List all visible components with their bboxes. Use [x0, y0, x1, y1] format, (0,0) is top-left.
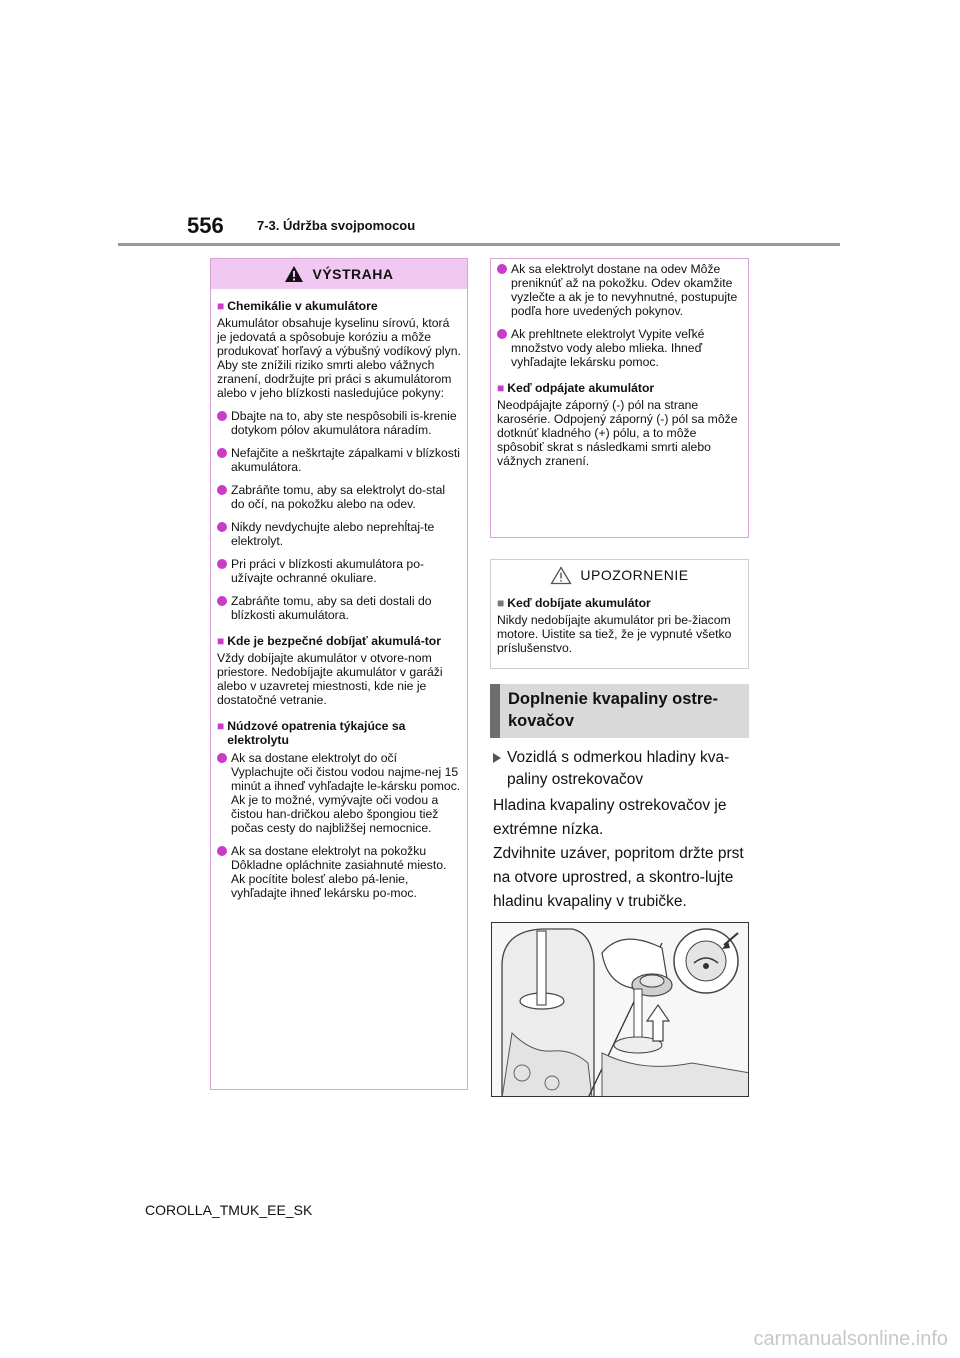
washer-heading: Doplnenie kvapaliny ostre-kovačov — [490, 684, 749, 738]
arrow-bullet-icon — [493, 753, 501, 763]
list-item: Ak prehltnete elektrolyt Vypite veľké množstvo vody alebo mlieka. Ihneď vyhľadajte lekársku pomoc. — [497, 327, 742, 369]
washer-paragraph-2: Zdvihnite uzáver, popritom držte prst na otvore uprostred, a skontro-lujte hladinu kvapaliny v trubičke. — [493, 845, 744, 910]
list-item: Nefajčite a neškrtajte zápalkami v blízkosti akumulátora. — [217, 446, 461, 474]
list-item: Nikdy nevdychujte alebo neprehĺtaj-te elektrolyt. — [217, 520, 461, 548]
chem-heading: ■ Chemikálie v akumulátore — [217, 299, 378, 313]
watermark: carmanualsonline.info — [753, 1328, 948, 1350]
list-item: Dbajte na to, aby ste nespôsobili is-krenie dotykom pólov akumulátora náradím. — [217, 409, 461, 437]
document-code: COROLLA_TMUK_EE_SK — [145, 1202, 313, 1218]
notice-header — [491, 560, 748, 590]
disconnect-text: Neodpájajte záporný (-) pól na strane karosérie. Odpojený záporný (-) pól sa môže dotknúť kladného (+) pólu, a to môže spôsobiť skrat s následkami smrti alebo vážnych zranení. — [497, 398, 738, 468]
charge-heading: ■ Kde je bezpečné dobíjať akumulá-tor — [217, 634, 441, 648]
washer-paragraph-1: Hladina kvapaliny ostrekovačov je extrémne nízka. — [493, 797, 727, 838]
list-item: Ak sa dostane elektrolyt do očí Vyplachujte oči čistou vodou najme-nej 15 minút a ihneď vyhľadajte le-kársku pomoc. Ak je to možné, vymývajte oči vodou a čistou han-dričkou alebo špongiou tiež počas cesty do najbližšej nemocnice. — [217, 751, 461, 835]
charge-text: Vždy dobíjajte akumulátor v otvore-nom priestore. Nedobíjajte akumulátor v garáži alebo v uzavretej miestnosti, kde nie je dostatočné vetranie. — [217, 651, 443, 707]
washer-vehicle-note: Vozidlá s odmerkou hladiny kva-paliny ostrekovačov — [493, 747, 749, 791]
notice-box — [490, 559, 749, 669]
bullet-dot-icon — [217, 753, 227, 763]
list-item: Ak sa dostane elektrolyt na pokožku Dôkladne opláchnite zasiahnuté miesto. Ak pocítite bolesť alebo pá-lenie, vyhľadajte ihneď lekársku po-moc. — [217, 844, 461, 900]
bullet-dot-icon — [497, 329, 507, 339]
warning-box — [210, 258, 468, 1090]
square-bullet-icon: ■ — [217, 634, 225, 648]
caution-triangle-icon — [550, 566, 572, 585]
chem-text: Akumulátor obsahuje kyselinu sírovú, ktorá je jedovatá a spôsobuje koróziu a môže produkovať horľavý a výbušný vodíkový plyn. Aby ste znížili riziko smrti alebo vážnych zranení, dodržujte pri práci s akumulátorom alebo v jeho blízkosti nasledujúce pokyny: — [217, 316, 461, 400]
page-number: 556 — [187, 213, 224, 238]
list-item: Zabráňte tomu, aby sa elektrolyt do-stal do očí, na pokožku alebo na odev. — [217, 483, 461, 511]
bullet-dot-icon — [497, 264, 507, 274]
bullet-dot-icon — [217, 485, 227, 495]
square-bullet-icon: ■ — [497, 596, 505, 610]
bullet-dot-icon — [217, 411, 227, 421]
emergency-heading: ■ Núdzové opatrenia týkajúce sa elektrolytu — [217, 719, 406, 747]
disconnect-heading: ■ Keď odpájate akumulátor — [497, 381, 655, 395]
warning-triangle-icon — [284, 265, 304, 283]
square-bullet-icon: ■ — [217, 299, 225, 313]
washer-fluid-illustration — [491, 922, 749, 1097]
square-bullet-icon: ■ — [497, 381, 505, 395]
notice-title: UPOZORNENIE — [580, 567, 689, 583]
bullet-dot-icon — [217, 596, 227, 606]
list-item: Zabráňte tomu, aby sa deti dostali do blízkosti akumulátora. — [217, 594, 461, 622]
square-bullet-icon: ■ — [217, 719, 225, 733]
bullet-dot-icon — [217, 448, 227, 458]
notice-heading: ■ Keď dobíjate akumulátor — [497, 596, 651, 610]
section-title: 7-3. Údržba svojpomocou — [257, 218, 416, 233]
bullet-dot-icon — [217, 846, 227, 856]
header-rule — [118, 243, 840, 246]
warning-header — [211, 259, 467, 289]
warning-title: VÝSTRAHA — [312, 266, 394, 282]
bullet-dot-icon — [217, 522, 227, 532]
notice-text: Nikdy nedobíjajte akumulátor pri be-žiacom motore. Uistite sa tiež, že je vypnuté všetko príslušenstvo. — [497, 613, 732, 655]
warning-box-continued — [490, 258, 749, 538]
list-item: Pri práci v blízkosti akumulátora po-užívajte ochranné okuliare. — [217, 557, 461, 585]
bullet-dot-icon — [217, 559, 227, 569]
washer-reservoir-drawing — [492, 923, 749, 1097]
list-item: Ak sa elektrolyt dostane na odev Môže preniknúť až na pokožku. Odev okamžite vyzlečte a ak je to nevyhnutné, postupujte podľa hore uvedených pokynov. — [497, 262, 742, 318]
